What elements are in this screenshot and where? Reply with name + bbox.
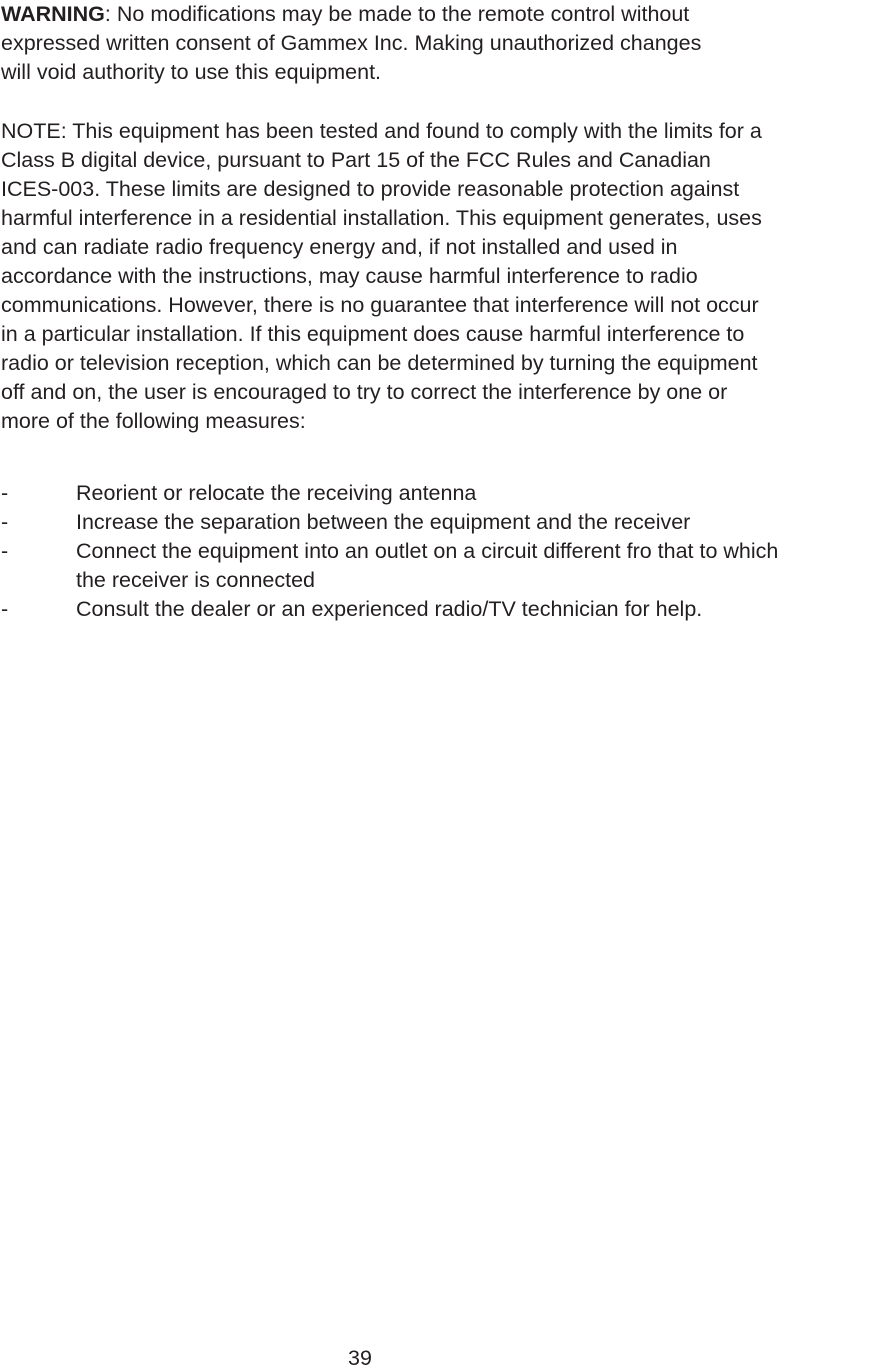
list-item <box>1 537 889 595</box>
warning-line-2: expressed written consent of Gammex Inc. Making unauthorized changes <box>1 31 702 55</box>
warning-paragraph <box>1 0 889 87</box>
list-item-text: the receiver is connected <box>76 568 316 592</box>
fcc-note-paragraph <box>1 117 889 436</box>
warning-line-1 <box>1 0 889 29</box>
list-item-text: Increase the separation between the equipment and the receiver <box>76 510 691 534</box>
list-dash: - <box>1 510 9 534</box>
measures-list <box>1 479 889 624</box>
note-line: harmful interference in a residential installation. This equipment generates, uses <box>1 206 762 230</box>
warning-text: : No modifications may be made to the remote control without <box>104 2 690 26</box>
note-line: ICES-003. These limits are designed to provide reasonable protection against <box>1 177 740 201</box>
note-line: accordance with the instructions, may cause harmful interference to radio <box>1 264 698 288</box>
page-number: 39 <box>348 1346 372 1370</box>
list-dash: - <box>1 481 9 505</box>
note-line: more of the following measures: <box>1 409 306 433</box>
list-item-text: Consult the dealer or an experienced radio/TV technician for help. <box>76 597 703 621</box>
warning-line-3: will void authority to use this equipment. <box>1 60 382 84</box>
list-dash: - <box>1 539 9 563</box>
note-line: off and on, the user is encouraged to try to correct the interference by one or <box>1 380 728 404</box>
note-line: communications. However, there is no guarantee that interference will not occur <box>1 293 759 317</box>
note-line: NOTE: This equipment has been tested and found to comply with the limits for a <box>1 119 762 143</box>
list-item-text: Connect the equipment into an outlet on a circuit different fro that to which <box>76 539 779 563</box>
note-line: in a particular installation. If this equipment does cause harmful interference to <box>1 322 745 346</box>
note-line: radio or television reception, which can be determined by turning the equipment <box>1 351 758 375</box>
list-item-text: Reorient or relocate the receiving antenna <box>76 481 477 505</box>
note-line: and can radiate radio frequency energy and, if not installed and used in <box>1 235 678 259</box>
note-line: Class B digital device, pursuant to Part 15 of the FCC Rules and Canadian <box>1 148 711 172</box>
warning-label: WARNING <box>1 2 105 26</box>
list-item <box>1 508 889 537</box>
list-item <box>1 595 889 624</box>
list-item <box>1 479 889 508</box>
list-dash: - <box>1 597 9 621</box>
